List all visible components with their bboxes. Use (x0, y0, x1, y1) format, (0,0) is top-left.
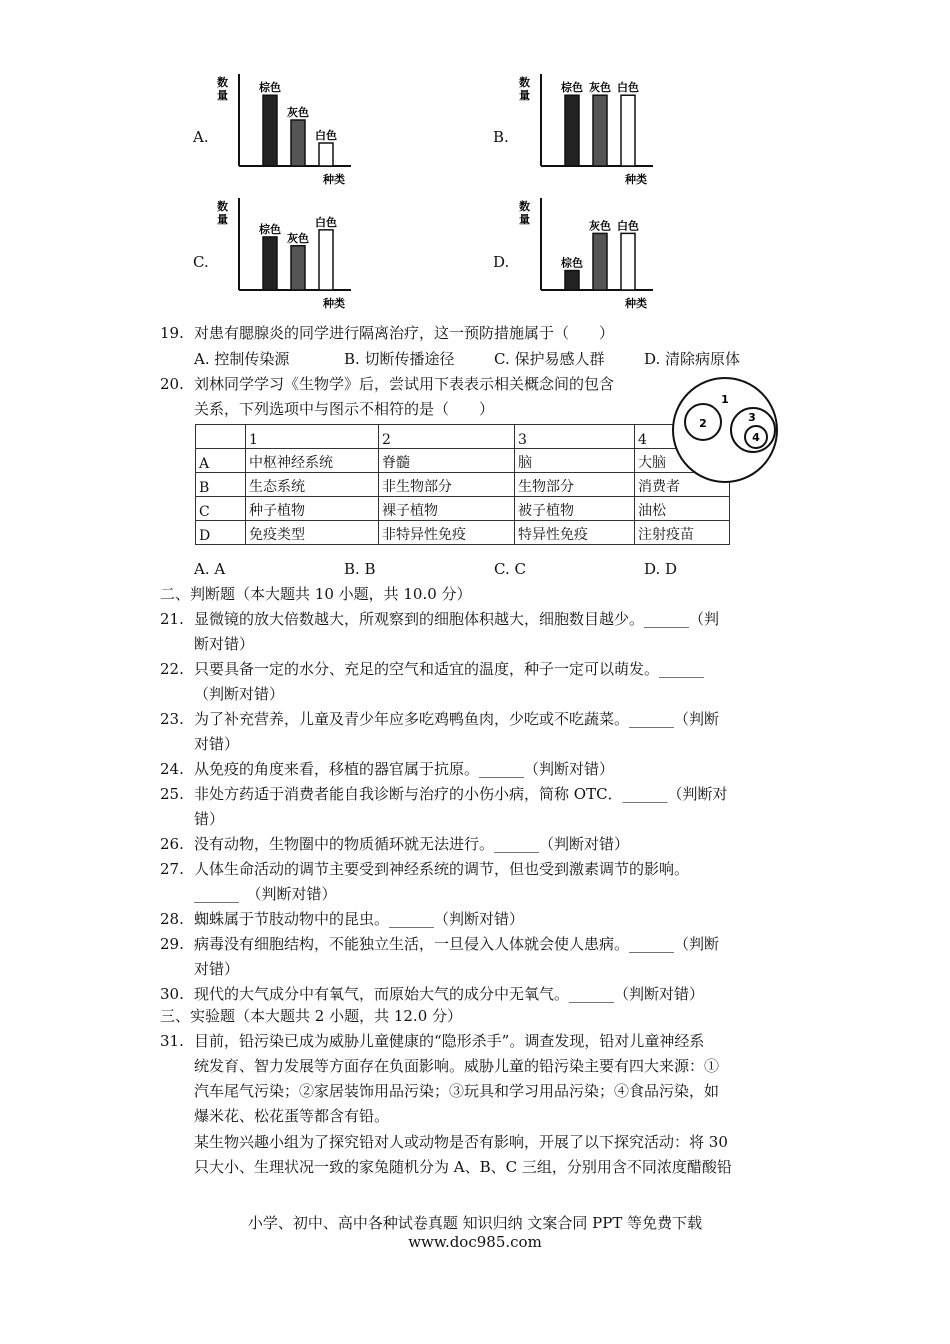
q31-line: 爆米花、松花蛋等都含有铅。 (194, 1107, 390, 1125)
y-axis-label: 量 (519, 89, 530, 102)
question-number: 26. (160, 835, 184, 853)
q31-line: 目前，铅污染已成为威胁儿童健康的“隐形杀手”。调查发现，铅对儿童神经系 (194, 1032, 705, 1050)
y-axis-label: 数 (519, 76, 530, 89)
section-heading: 二、判断题（本大题共 10 小题，共 10.0 分） (160, 585, 472, 603)
bar-2 (319, 230, 333, 290)
question-text: 对错） (194, 735, 240, 753)
table-row (196, 521, 730, 545)
option-c: C. C (494, 560, 526, 578)
y-axis-label: 数 (519, 200, 530, 213)
table-cell: 3 (515, 425, 635, 449)
bar-2 (621, 233, 635, 290)
table-row (196, 449, 730, 473)
table-row (196, 497, 730, 521)
diagram-label-1: 1 (721, 393, 729, 406)
footer-url[interactable]: www.doc985.com (408, 1233, 542, 1251)
question-text: 人体生命活动的调节主要受到神经系统的调节，但也受到激素调节的影响。 (194, 860, 690, 878)
table-cell: 种子植物 (246, 497, 379, 521)
y-axis-label: 量 (217, 213, 228, 226)
table-cell: 1 (246, 425, 379, 449)
question-text: 显微镜的放大倍数越大，所观察到的细胞体积越大，细胞数目越少。______（判 (194, 610, 720, 628)
question-number: 21. (160, 610, 184, 628)
question-text: 对患有腮腺炎的同学进行隔离治疗，这一预防措施属于（ ） (194, 324, 615, 342)
table-cell: 消费者 (635, 473, 730, 497)
option-d: D. 清除病原体 (644, 350, 741, 368)
bar-1 (291, 246, 305, 290)
bar-label: 棕色 (259, 81, 281, 95)
question-number: 25. (160, 785, 184, 803)
option-d: D. D (644, 560, 678, 578)
section-heading: 三、实验题（本大题共 2 小题，共 12.0 分） (160, 1007, 463, 1025)
question-text: ______ （判断对错） (194, 885, 337, 903)
q31-line: 只大小、生理状况一致的家兔随机分为 A、B、C 三组，分别用含不同浓度醋酸铅 (194, 1158, 732, 1176)
table-cell: 脑 (515, 449, 635, 473)
diagram-label-4: 4 (752, 431, 760, 444)
question-number: 19. (160, 324, 184, 342)
bar-0 (263, 95, 277, 166)
question-number: 31. (160, 1032, 184, 1050)
bar-chart-b (517, 68, 667, 188)
table-cell: 非生物部分 (379, 473, 515, 497)
bar-1 (593, 233, 607, 290)
table-cell: 2 (379, 425, 515, 449)
table-cell: 生物部分 (515, 473, 635, 497)
bar-label: 白色 (617, 219, 639, 233)
question-number: 22. (160, 660, 184, 678)
option-a: A. 控制传染源 (194, 350, 290, 368)
bar-1 (593, 95, 607, 166)
diagram-label-3: 3 (748, 411, 756, 424)
option-b: B. B (344, 560, 376, 578)
x-axis-label: 种类 (625, 173, 647, 186)
bar-label: 白色 (315, 215, 337, 229)
y-axis-label: 数 (217, 76, 228, 89)
y-axis-label: 量 (217, 89, 228, 102)
option-b: B. 切断传播途径 (344, 350, 455, 368)
table-cell: 油松 (635, 497, 730, 521)
question-number: 30. (160, 985, 184, 1003)
bar-chart-a (215, 68, 365, 188)
table-cell: 非特异性免疫 (379, 521, 515, 545)
q31-line: 统发育、智力发展等方面存在负面影响。威胁儿童的铅污染主要有四大来源：① (194, 1057, 720, 1075)
question-number: 24. (160, 760, 184, 778)
concept-table (195, 424, 730, 545)
bar-label: 灰色 (287, 231, 309, 245)
question-text: 蜘蛛属于节肢动物中的昆虫。______（判断对错） (194, 910, 525, 928)
bar-2 (319, 143, 333, 166)
question-20-line2: 关系，下列选项中与图示不相符的是（ ） (194, 400, 495, 418)
table-cell: 中枢神经系统 (246, 449, 379, 473)
question-number: 23. (160, 710, 184, 728)
bar-chart-d (517, 192, 667, 312)
bar-1 (291, 120, 305, 166)
table-cell (196, 425, 246, 449)
bar-label: 灰色 (287, 106, 309, 119)
diagram-label-2: 2 (699, 417, 707, 430)
table-cell: 特异性免疫 (515, 521, 635, 545)
table-cell: 生态系统 (246, 473, 379, 497)
table-header-row (196, 425, 730, 449)
bar-label: 灰色 (589, 81, 611, 95)
option-c: C. 保护易感人群 (494, 350, 605, 368)
table-row (196, 473, 730, 497)
question-text: 只要具备一定的水分、充足的空气和适宜的温度，种子一定可以萌发。______ (194, 660, 705, 678)
question-number: 28. (160, 910, 184, 928)
bar-label: 灰色 (589, 219, 611, 233)
bar-0 (263, 237, 277, 290)
option-c-label: C. (193, 253, 209, 271)
q31-line: 某生物兴趣小组为了探究铅对人或动物是否有影响，开展了以下探究活动：将 30 (194, 1133, 728, 1151)
x-axis-label: 种类 (625, 297, 647, 310)
question-text: 断对错） (194, 635, 255, 653)
bar-2 (621, 95, 635, 166)
question-text: 病毒没有细胞结构，不能独立生活，一旦侵入人体就会使人患病。______（判断 (194, 935, 720, 953)
bar-chart-c (215, 192, 365, 312)
option-a: A. A (194, 560, 226, 578)
table-cell: 脊髓 (379, 449, 515, 473)
question-number: 29. (160, 935, 184, 953)
table-cell: 注射疫苗 (635, 521, 730, 545)
table-cell: C (196, 497, 246, 521)
option-d-label: D. (493, 253, 510, 271)
table-cell: B (196, 473, 246, 497)
y-axis-label: 量 (519, 213, 530, 226)
question-text: 为了补充营养，儿童及青少年应多吃鸡鸭鱼肉，少吃或不吃蔬菜。______（判断 (194, 710, 720, 728)
table-cell: 大脑 (635, 449, 730, 473)
question-text: 刘林同学学习《生物学》后，尝试用下表表示相关概念间的包含 (194, 375, 615, 393)
question-text: 没有动物，生物圈中的物质循环就无法进行。______（判断对错） (194, 835, 630, 853)
bar-0 (565, 95, 579, 166)
x-axis-label: 种类 (323, 173, 345, 186)
bar-label: 白色 (617, 81, 639, 95)
question-text: （判断对错） (194, 685, 285, 703)
bar-label: 白色 (315, 129, 337, 142)
table-cell: D (196, 521, 246, 545)
q31-line: 汽车尾气污染；②家居装饰用品污染；③玩具和学习用品污染；④食品污染，如 (194, 1082, 720, 1100)
bar-label: 棕色 (259, 222, 281, 236)
concept-diagram (668, 370, 788, 490)
bar-label: 棕色 (561, 81, 583, 95)
table-cell: 免疫类型 (246, 521, 379, 545)
question-number: 27. (160, 860, 184, 878)
bar-label: 棕色 (561, 256, 583, 270)
question-text: 非处方药适于消费者能自我诊断与治疗的小伤小病，简称 OTC．______（判断对 (194, 785, 728, 803)
x-axis-label: 种类 (323, 297, 345, 310)
y-axis-label: 数 (217, 200, 228, 213)
question-number: 20. (160, 375, 184, 393)
question-text: 现代的大气成分中有氧气，而原始大气的成分中无氧气。______（判断对错） (194, 985, 705, 1003)
table-cell: 4 (635, 425, 730, 449)
table-cell: 裸子植物 (379, 497, 515, 521)
table-cell: A (196, 449, 246, 473)
bar-0 (565, 271, 579, 290)
table-cell: 被子植物 (515, 497, 635, 521)
question-text: 对错） (194, 960, 240, 978)
question-text: 从免疫的角度来看，移植的器官属于抗原。______（判断对错） (194, 760, 615, 778)
option-a-label: A. (193, 128, 209, 146)
question-text: 错） (194, 810, 225, 828)
option-b-label: B. (493, 128, 509, 146)
footer-text: 小学、初中、高中各种试卷真题 知识归纳 文案合同 PPT 等免费下载 (247, 1214, 703, 1232)
